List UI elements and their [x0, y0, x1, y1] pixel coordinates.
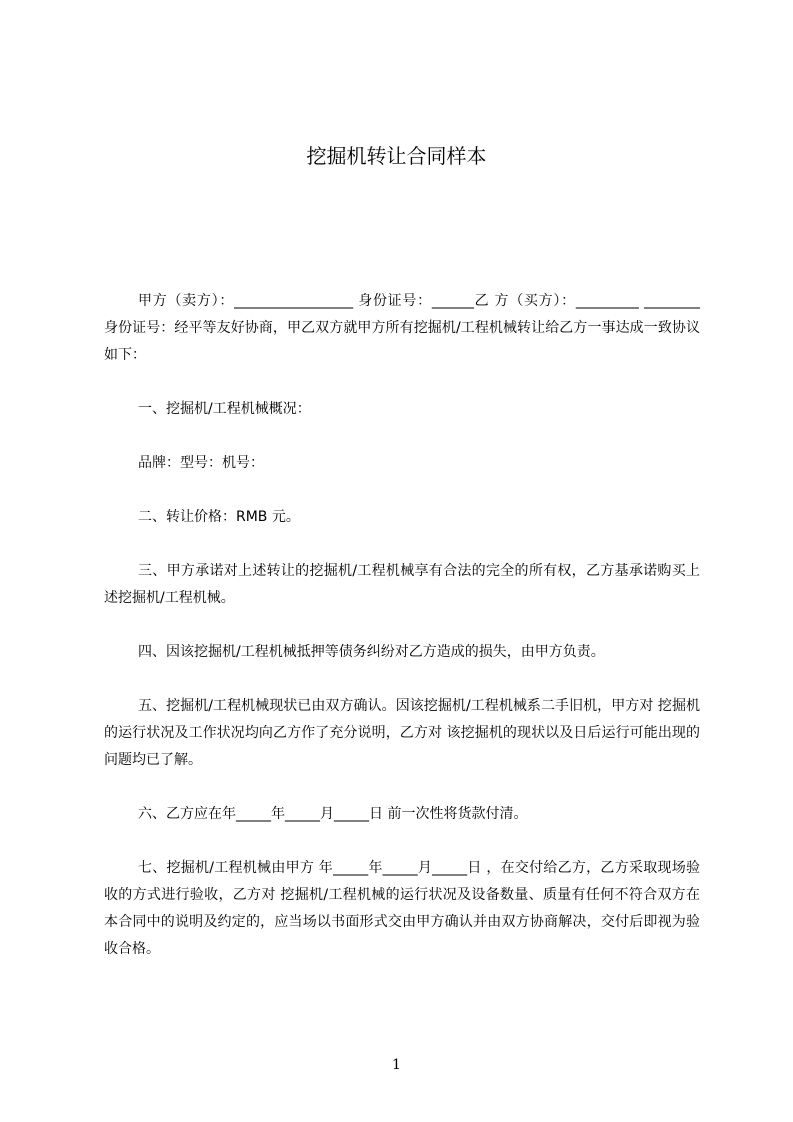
equipment-details: 品牌：型号：机号：	[138, 455, 264, 471]
contract-body	[104, 288, 700, 963]
document-title: 挖掘机转让合同样本	[306, 144, 487, 168]
clause-6-payment: 六、乙方应在年_____年_____月_____日 前一次性将货款付清。	[138, 806, 528, 822]
clause-3-ownership: 三、甲方承诺对上述转让的挖掘机/工程机械享有合法的完全的所有权，乙方基承诺购买上述挖掘机/工程机械。	[104, 563, 700, 606]
clause-5-condition: 五、挖掘机/工程机械现状已由双方确认。因该挖掘机/工程机械系二手旧机，甲方对 挖掘机的运行状况及工作状况均向乙方作了充分说明，乙方对 该挖掘机的现状以及日后运行可能出现的问题均已了解。	[104, 698, 700, 768]
parties-paragraph: 甲方（卖方）：_________________ 身份证号：______乙 方（买方）：_________ ________ 身份证号：经平等友好协商，甲乙双方就甲方所有挖掘机/工程机械转让给乙方一事达成一致协议如下：	[104, 293, 700, 363]
clause-2-price: 二、转让价格：RMB 元。	[138, 509, 300, 525]
page-number: 1	[392, 1057, 401, 1073]
clause-4-liability: 四、因该挖掘机/工程机械抵押等债务纠纷对乙方造成的损失，由甲方负责。	[138, 644, 605, 660]
clause-7-delivery: 七、挖掘机/工程机械由甲方 年_____年_____月_____日 ，在交付给乙方，乙方采取现场验收的方式进行验收，乙方对 挖掘机/工程机械的运行状况及设备数量、质量有任何不符合双方在本合同中的说明及约定的，应当场以书面形式交由甲方确认并由双方协商解决，交付后即视为验收合格。	[104, 860, 700, 957]
clause-1-heading: 一、挖掘机/工程机械概况：	[138, 401, 311, 417]
